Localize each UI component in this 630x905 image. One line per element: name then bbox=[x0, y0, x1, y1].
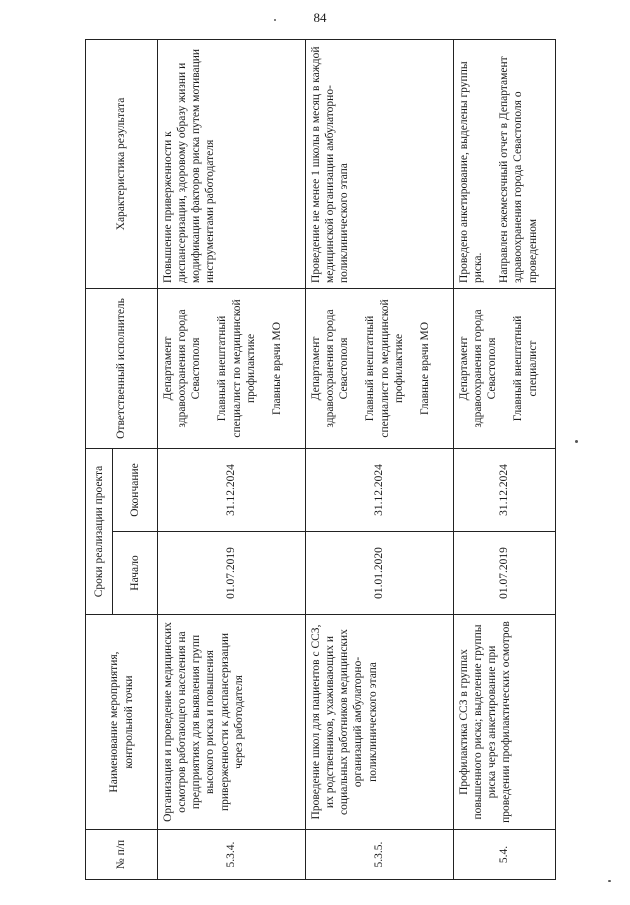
header-end: Окончание bbox=[113, 448, 158, 531]
header-responsible: Ответственный исполнитель bbox=[86, 288, 158, 448]
responsible-line: Главные врачи МО bbox=[270, 321, 283, 416]
end-date: 31.12.2024 bbox=[454, 448, 556, 531]
responsible-cell bbox=[454, 288, 556, 448]
responsible-line: Главный внештатный специалист по медицинской профилактике bbox=[364, 299, 405, 438]
end-date: 31.12.2024 bbox=[158, 448, 306, 531]
responsible-cell bbox=[158, 288, 306, 448]
table-row bbox=[158, 39, 306, 879]
responsible-line: Главный внештатный специалист bbox=[512, 315, 539, 422]
activity-name: Проведение школ для пациентов с ССЗ, их родственников, ухаживающих и социальных работников медицинских организаций амбулаторно-поликлинического этапа bbox=[306, 615, 454, 830]
header-result: Характеристика результата bbox=[86, 39, 158, 288]
scan-speck bbox=[274, 19, 276, 21]
row-number: 5.3.5. bbox=[306, 830, 454, 880]
responsible-line: Главные врачи МО bbox=[418, 321, 431, 416]
table-row bbox=[306, 39, 454, 879]
row-number: 5.4. bbox=[454, 830, 556, 880]
header-activity-name: Наименование мероприятия, контрольной точки bbox=[86, 615, 158, 830]
table-header-row bbox=[86, 39, 113, 879]
responsible-line: Департамент здравоохранения города Севастополя bbox=[162, 309, 203, 428]
header-number: № п/п bbox=[86, 830, 158, 880]
table-row bbox=[454, 39, 556, 879]
responsible-line: Главный внештатный специалист по медицинской профилактике bbox=[216, 299, 257, 438]
row-number: 5.3.4. bbox=[158, 830, 306, 880]
result-text: Направлен ежемесячный отчет в Департамент здравоохранения города Севастополя о проведенном bbox=[498, 56, 539, 283]
page-number: 84 bbox=[313, 10, 327, 25]
responsible-line: Департамент здравоохранения города Севастополя bbox=[458, 309, 499, 428]
result-cell bbox=[158, 39, 306, 288]
result-text: Проведено анкетирование, выделены группы риска. bbox=[458, 61, 485, 283]
result-cell bbox=[454, 39, 556, 288]
header-period: Сроки реализации проекта bbox=[86, 448, 113, 614]
activity-name: Профилактика ССЗ в группах повышенного риска; выделение группы риска через анкетирование при проведении профилактических осмотров bbox=[454, 615, 556, 830]
start-date: 01.01.2020 bbox=[306, 532, 454, 615]
result-text: Проведение не менее 1 школы в месяц в каждой медицинской организации амбулаторно-поликлинического этапа bbox=[310, 46, 351, 283]
project-activities-table bbox=[85, 39, 556, 880]
result-text: Повышение приверженности к диспансеризации, здоровому образу жизни и модификации факторов риска путем мотивации инструментами работодателя bbox=[162, 48, 217, 283]
end-date: 31.12.2024 bbox=[306, 448, 454, 531]
responsible-line: Департамент здравоохранения города Севастополя bbox=[310, 309, 351, 428]
scan-speck bbox=[608, 880, 611, 882]
start-date: 01.07.2019 bbox=[454, 532, 556, 615]
header-start: Начало bbox=[113, 532, 158, 615]
start-date: 01.07.2019 bbox=[158, 532, 306, 615]
responsible-cell bbox=[306, 288, 454, 448]
activity-name: Организация и проведение медицинских осмотров работающего населения на предприятиях для выявления групп высокого риска и повышения приверженности к диспансеризации через работодателя bbox=[158, 615, 306, 830]
result-cell bbox=[306, 39, 454, 288]
scan-speck bbox=[575, 440, 578, 443]
rotated-table-container bbox=[85, 40, 555, 880]
